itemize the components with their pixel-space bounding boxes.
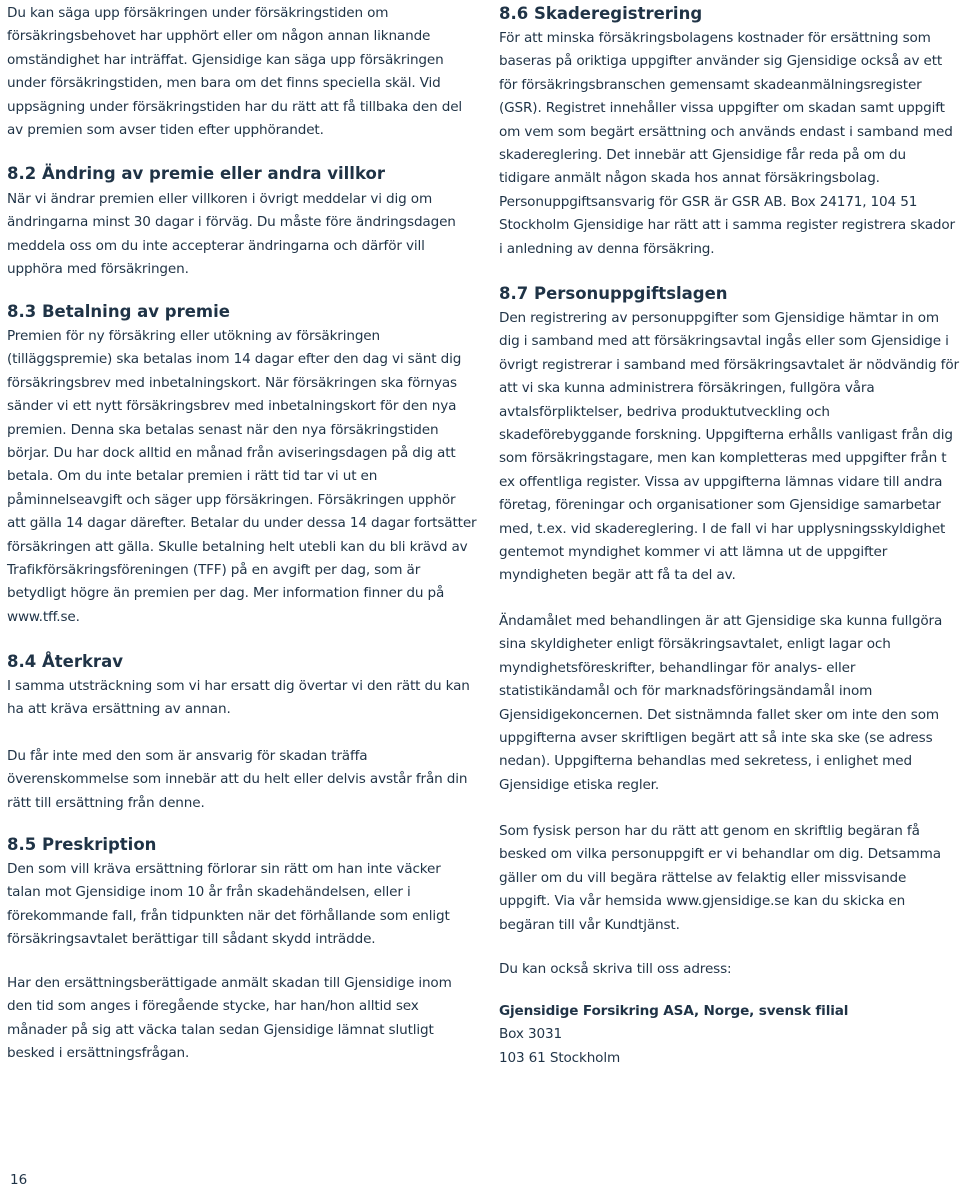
address-box: Box 3031 [499,1026,562,1043]
section-8-4-paragraph-2: Du får inte med den som är ansvarig för skadan träffa överenskommelse som innebär att du helt eller delvis avstår från din rätt till ersättning från denne. [7,748,468,811]
section-8-4-paragraph-1: I samma utsträckning som vi har ersatt dig övertar vi den rätt du kan ha att kräva ersättning av annan. [7,678,470,718]
address-company-name: Gjensidige Forsikring ASA, Norge, svensk filial [499,1003,849,1019]
section-8-7-paragraph-3: Som fysisk person har du rätt att genom en skriftlig begäran få besked om vilka personuppgift er vi behandlar om dig. Detsamma gäller om du vill begära rättelse av felaktig eller missvisande uppgift. Via vår hemsida www.gjensidige.se kan du skicka en begäran till vår Kundtjänst. [499,823,941,933]
section-8-5-paragraph-1: Den som vill kräva ersättning förlorar sin rätt om han inte väcker talan mot Gjensidige inom 10 år från skadehändelsen, eller i förekommande fall, från tidpunkten när det förhållande som enligt försäkringsavtalet berättigar till sådant skydd inträdde. [7,861,450,948]
section-8-2-heading: 8.2 Ändring av premie eller andra villkor [7,164,385,183]
page-number: 16 [10,1172,28,1188]
intro-paragraph: Du kan säga upp försäkringen under försäkringstiden om försäkringsbehovet har upphört eller om någon annan liknande omständighet har inträffat. Gjensidige kan säga upp försäkringen under försäkringstiden, men bara om det finns speciella skäl. Vid uppsägning under försäkringstiden har du rätt att få tillbaka den del av premien som avser tiden efter upphörandet. [7,5,463,139]
section-8-7-paragraph-2: Ändamålet med behandlingen är att Gjensidige ska kunna fullgöra sina skyldigheter enligt försäkringsavtalet, enligt lagar och myndighetsföreskrifter, behandlingar för analys- eller statistikändamål och för marknadsföringsändamål inom Gjensidigekoncernen. Det sistnämnda fallet sker om inte den som uppgifterna avser skriftligen begärt att så inte ska ske (se adress nedan). Uppgifterna behandlas med sekretess, i enlighet med Gjensidige etiska regler. [499,613,943,793]
section-8-2-paragraph: När vi ändrar premien eller villkoren i övrigt meddelar vi dig om ändringarna minst 30 dagar i förväg. Du måste före ändringsdagen meddela oss om du inte accepterar ändringarna och därför vill upphöra med försäkringen. [7,191,456,278]
section-8-4-heading: 8.4 Återkrav [7,652,123,671]
postal-address [499,1000,848,1070]
address-intro: Du kan också skriva till oss adress: [499,961,732,977]
section-8-5-heading: 8.5 Preskription [7,835,157,854]
section-8-3-heading: 8.3 Betalning av premie [7,302,230,321]
section-8-7-paragraph-1: Den registrering av personuppgifter som Gjensidige hämtar in om dig i samband med att försäkringsavtal ingås eller som Gjensidige i övrigt registrerar i samband med försäkringsavtalet är nödvändig för att vi ska kunna administrera försäkringen, fullgöra våra avtalsförpliktelser, bedriva produktutveckling och skadeförebyggande forskning. Uppgifterna erhålls vanligast från dig som försäkringstagare, men kan kompletteras med uppgifter från t ex offentliga register. Vissa av uppgifterna lämnas vidare till andra företag, föreningar och organisationer som Gjensidige samarbetar med, t.ex. vid skadereglering. I de fall vi har upplysningsskyldighet gentemot myndighet kommer vi att lämna ut de uppgifter myndigheten begär att få ta del av. [499,310,959,584]
section-8-5-paragraph-2: Har den ersättningsberättigade anmält skadan till Gjensidige inom den tid som anges i föregående stycke, har han/hon alltid sex månader på sig att väcka talan sedan Gjensidige lämnat slutligt besked i ersättningsfrågan. [7,975,452,1062]
section-8-3-paragraph: Premien för ny försäkring eller utökning av försäkringen (tilläggspremie) ska betalas inom 14 dagar efter den dag vi sänt dig försäkringsbrev med inbetalningskort. När försäkringen ska förnyas sänder vi ett nytt försäkringsbrev med inbetalningskort för den nya premien. Denna ska betalas senast när den nya försäkringstiden börjar. Du har dock alltid en månad från aviseringsdagen på dig att betala. Om du inte betalar premien i rätt tid tar vi ut en påminnelseavgift och säger upp försäkringen. Försäkringen upphör att gälla 14 dagar därefter. Betalar du under dessa 14 dagar fortsätter försäkringen att gälla. Skulle betalning helt utebli kan du bli krävd av Trafikförsäkringsföreningen (TFF) på en avgift per dag, som är betydligt högre än premien per dag. Mer information finner du på www.tff.se. [7,328,477,625]
address-city: 103 61 Stockholm [499,1049,621,1066]
section-8-6-paragraph: För att minska försäkringsbolagens kostnader för ersättning som baseras på oriktiga uppgifter använder sig Gjensidige också av ett för försäkringsbranschen gemensamt skadeanmälningsregister (GSR). Registret innehåller vissa uppgifter om skadan samt uppgift om vem som begärt ersättning och används endast i samband med skadereglering. Det innebär att Gjensidige får reda på om du tidigare anmält någon skada hos annat försäkringsbolag. Personuppgiftsansvarig för GSR är GSR AB. Box 24171, 104 51 Stockholm Gjensidige har rätt att i samma register registrera skador i anledning av denna försäkring. [499,30,955,257]
section-8-6-heading: 8.6 Skaderegistrering [499,4,703,23]
section-8-7-heading: 8.7 Personuppgiftslagen [499,284,728,303]
